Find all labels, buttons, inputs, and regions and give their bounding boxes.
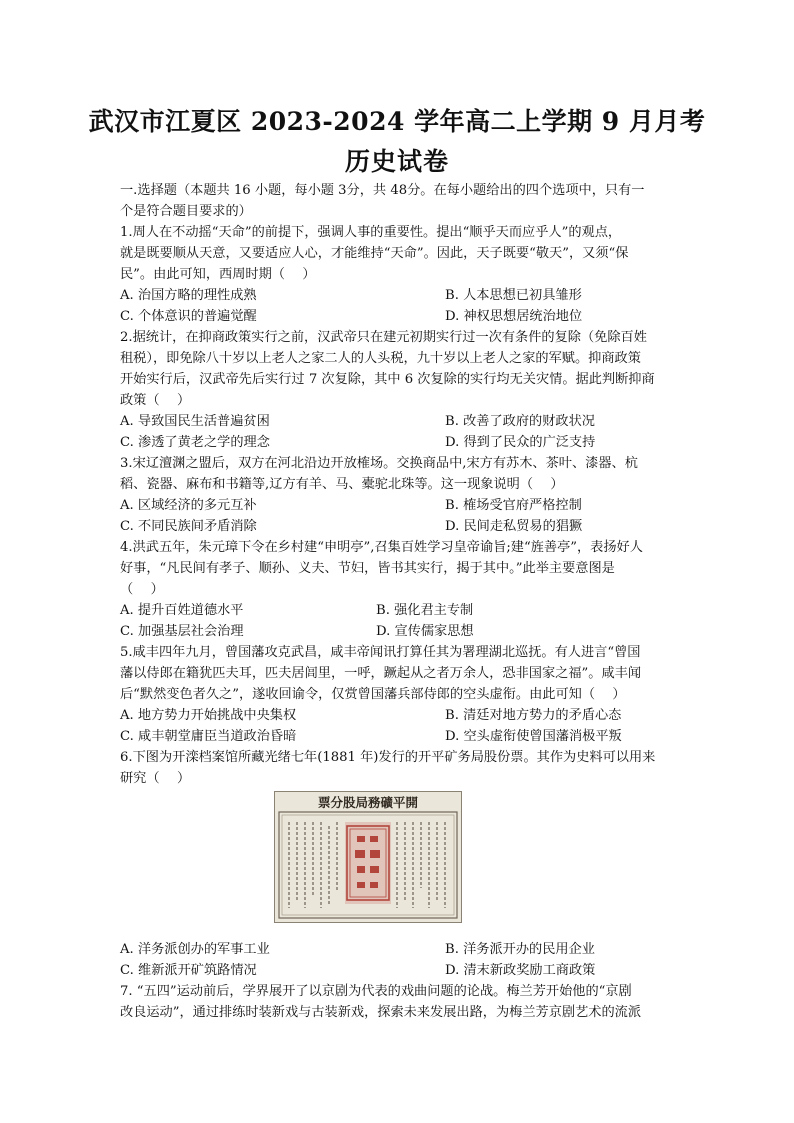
stock-certificate-figure xyxy=(120,789,680,939)
option-a[interactable]: A. 导致国民生活普遍贫困 xyxy=(120,414,270,429)
stock-certificate-image xyxy=(274,791,462,923)
question-text: 5.咸丰四年九月，曾国藩攻克武昌，咸丰帝闻讯打算任其为署理湖北巡抚。有人进言“曾国 xyxy=(120,645,641,660)
question-2 xyxy=(120,327,680,453)
option-c[interactable]: C. 加强基层社会治理 xyxy=(120,624,244,639)
exam-body xyxy=(120,180,680,1023)
options-row xyxy=(120,705,680,726)
question-text: 藩以侍郎在籍犹匹夫耳，匹夫居闾里，一呼，蹶起从之者万余人，恐非国家之福”。咸丰闻 xyxy=(120,666,642,681)
options-row xyxy=(120,516,680,537)
options-row xyxy=(120,726,680,747)
question-text: 1.周人在不动摇“天命”的前提下，强调人事的重要性。提出“顺乎天而应乎人”的观点， xyxy=(120,225,622,240)
option-d[interactable]: D. 得到了民众的广泛支持 xyxy=(445,435,596,450)
option-d[interactable]: D. 清末新政奖励工商政策 xyxy=(445,963,596,978)
question-text: 稻、瓷器、麻布和书籍等,辽方有羊、马、橐驼北珠等。这一现象说明（ ） xyxy=(120,477,564,492)
option-c[interactable]: C. 个体意识的普遍觉醒 xyxy=(120,309,257,324)
question-7 xyxy=(120,981,680,1023)
option-b[interactable]: B. 人本思想已初具雏形 xyxy=(445,288,582,303)
question-5 xyxy=(120,642,680,747)
options-row xyxy=(120,939,680,960)
options-row xyxy=(120,411,680,432)
options-row xyxy=(120,960,680,981)
question-3 xyxy=(120,453,680,537)
options-row xyxy=(120,306,680,327)
options-row xyxy=(120,621,680,642)
option-a[interactable]: A. 洋务派创办的军事工业 xyxy=(120,942,270,957)
option-b[interactable]: B. 清廷对地方势力的矛盾心态 xyxy=(445,708,622,723)
option-c[interactable]: C. 不同民族间矛盾消除 xyxy=(120,519,257,534)
question-text: 研究（ ） xyxy=(120,771,191,786)
question-text: 后“默然变色者久之”，遂收回谕令，仅赏曾国藩兵部侍郎的空头虚衔。由此可知（ ） xyxy=(120,687,626,702)
exam-subtitle: 历史试卷 xyxy=(344,147,449,176)
exam-title: 武汉市江夏区 2023-2024 学年高二上学期 9 月月考 xyxy=(88,107,706,136)
question-text: 改良运动”，通过排练时装新戏与古装新戏，探索未来发展出路，为梅兰芳京剧艺术的流派 xyxy=(120,1005,642,1020)
options-row xyxy=(120,495,680,516)
option-a[interactable]: A. 地方势力开始挑战中央集权 xyxy=(120,708,297,723)
option-b[interactable]: B. 强化君主专制 xyxy=(376,603,474,618)
option-a[interactable]: A. 提升百姓道德水平 xyxy=(120,603,244,618)
option-b[interactable]: B. 榷场受官府严格控制 xyxy=(445,498,582,513)
option-d[interactable]: D. 空头虚衔使曾国藩消极平叛 xyxy=(445,729,622,744)
option-c[interactable]: C. 咸丰朝堂庸臣当道政治昏暗 xyxy=(120,729,297,744)
question-text: 4.洪武五年，朱元璋下令在乡村建“申明亭”,召集百姓学习皇帝谕旨;建“旌善亭”，表扬好人 xyxy=(120,540,643,555)
question-text: 民”。由此可知，西周时期（ ） xyxy=(120,267,316,282)
option-d[interactable]: D. 宣传儒家思想 xyxy=(376,624,474,639)
option-a[interactable]: A. 治国方略的理性成熟 xyxy=(120,288,257,303)
option-c[interactable]: C. 维新派开矿筑路情况 xyxy=(120,963,257,978)
section-instruction-cont: 个是符合题目要求的） xyxy=(120,204,252,219)
stock-certificate-caption: 開平礦務局股分票 xyxy=(317,795,419,810)
question-6 xyxy=(120,747,680,981)
question-1 xyxy=(120,222,680,327)
question-text: （ ） xyxy=(120,582,164,597)
option-d[interactable]: D. 神权思想居统治地位 xyxy=(445,309,583,324)
option-c[interactable]: C. 渗透了黄老之学的理念 xyxy=(120,435,270,450)
options-row xyxy=(120,432,680,453)
section-instruction: 一.选择题（本题共 16 小题，每小题 3分，共 48分。在每小题给出的四个选项中，只有一 xyxy=(120,183,645,198)
question-text: 2.据统计，在抑商政策实行之前，汉武帝只在建元初期实行过一次有条件的复除（免除百姓 xyxy=(120,330,647,345)
question-text: 6.下图为开滦档案馆所藏光绪七年(1881 年)发行的开平矿务局股份票。其作为史料可以用来 xyxy=(120,750,656,765)
options-row xyxy=(120,285,680,306)
question-text: 3.宋辽澶渊之盟后，双方在河北沿边开放榷场。交换商品中,宋方有苏木、茶叶、漆器、杭 xyxy=(120,456,638,471)
question-text: 政策（ ） xyxy=(120,393,191,408)
question-text: 好事，“凡民间有孝子、顺孙、义夫、节妇，皆书其实行，揭于其中。”此举主要意图是 xyxy=(120,561,615,576)
option-b[interactable]: B. 洋务派开办的民用企业 xyxy=(445,942,595,957)
question-4 xyxy=(120,537,680,642)
question-text: 开始实行后，汉武帝先后实行过 7 次复除，其中 6 次复除的实行均无关灾情。据此判断抑商 xyxy=(120,372,655,387)
option-b[interactable]: B. 改善了政府的财政状况 xyxy=(445,414,595,429)
question-text: 租税），即免除八十岁以上老人之家二人的人头税，九十岁以上老人之家的军赋。抑商政策 xyxy=(120,351,641,366)
options-row xyxy=(120,600,680,621)
option-a[interactable]: A. 区域经济的多元互补 xyxy=(120,498,257,513)
question-text: 就是既要顺从天意，又要适应人心，才能维持“天命”。因此，天子既要“敬天”，又须“保 xyxy=(120,246,629,261)
option-d[interactable]: D. 民间走私贸易的猖獗 xyxy=(445,519,583,534)
question-text: 7. “五四”运动前后，学界展开了以京剧为代表的戏曲问题的论战。梅兰芳开始他的“京剧 xyxy=(120,984,632,999)
